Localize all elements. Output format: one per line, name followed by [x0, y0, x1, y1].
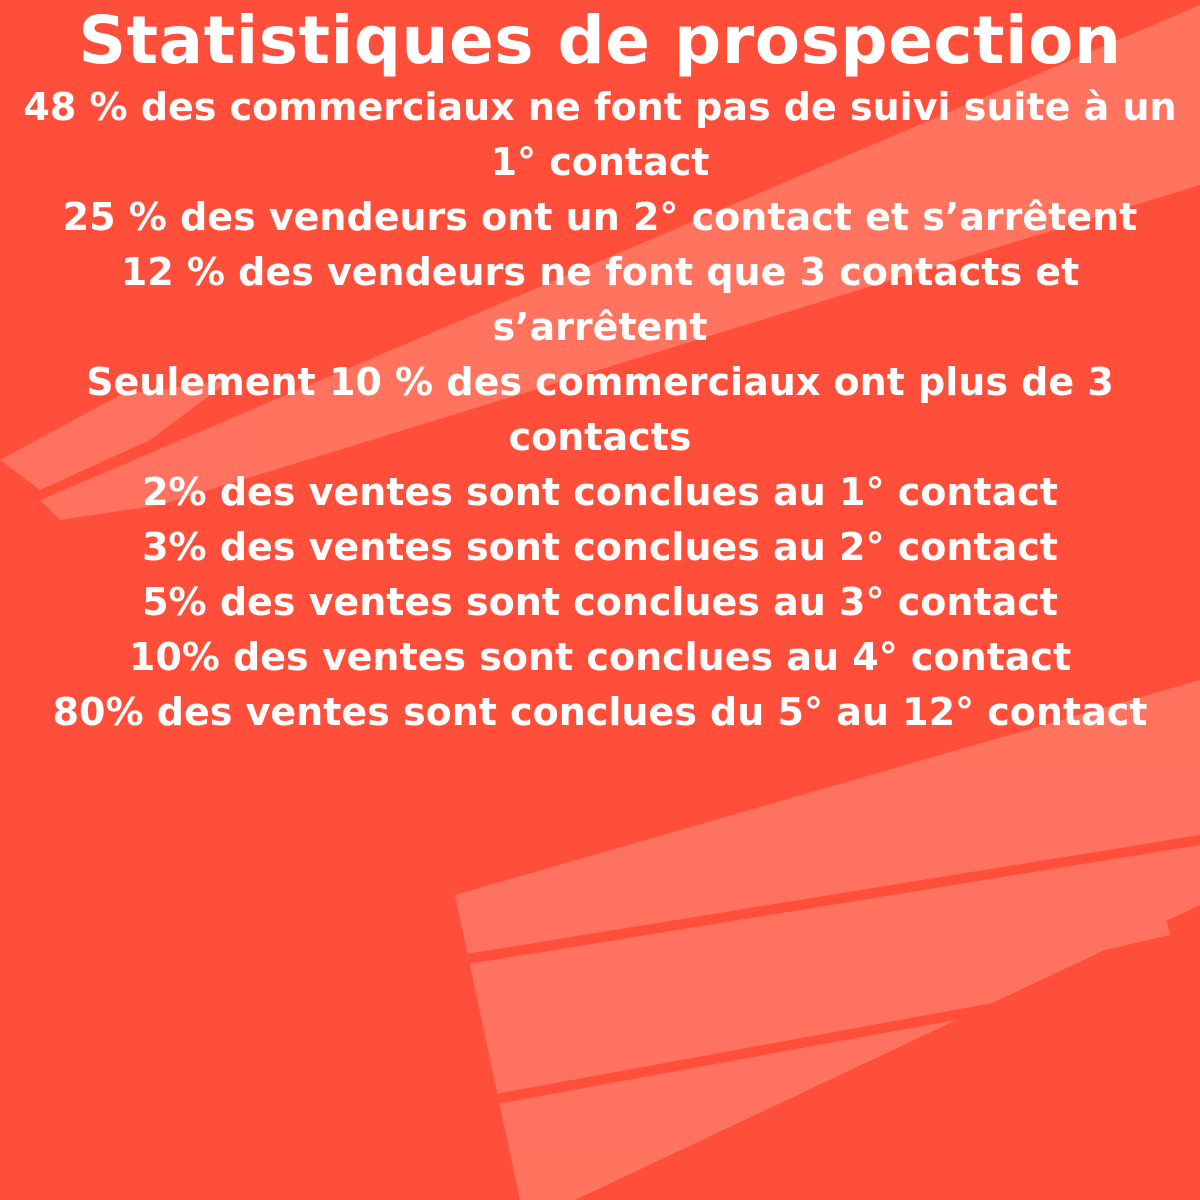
- stat-item: 3% des ventes sont conclues au 2° contact: [142, 525, 1058, 569]
- stat-item: 48 % des commerciaux ne font pas de suivi suite à un 1° contact: [23, 85, 1177, 184]
- stat-item: 25 % des vendeurs ont un 2° contact et s’arrêtent: [62, 195, 1138, 239]
- stat-item: 5% des ventes sont conclues au 3° contact: [142, 580, 1058, 624]
- page-title: Statistiques de prospection: [78, 2, 1122, 79]
- stat-item: Seulement 10 % des commerciaux ont plus de 3 contacts: [86, 360, 1114, 459]
- stat-item: 80% des ventes sont conclues du 5° au 12° contact: [52, 690, 1148, 734]
- stat-item: 2% des ventes sont conclues au 1° contact: [142, 470, 1058, 514]
- stat-item: 10% des ventes sont conclues au 4° contact: [128, 635, 1072, 679]
- stats-list: [20, 80, 1180, 740]
- stat-item: 12 % des vendeurs ne font que 3 contacts et s’arrêtent: [120, 250, 1080, 349]
